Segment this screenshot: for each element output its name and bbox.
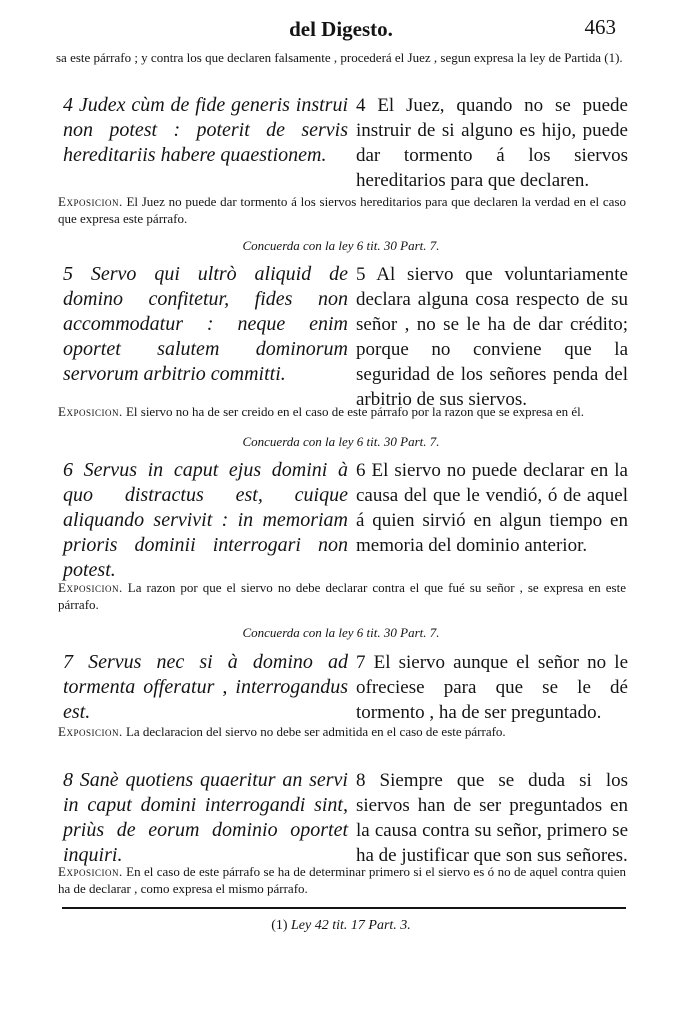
spanish-text-6: 6 El siervo no puede declarar en la causa del que le vendió, ó de aquel á quien sirvió en algun tiempo en memoria del dominio anterior. xyxy=(356,460,628,556)
footnote-text: Ley 42 tit. 17 Part. 3. xyxy=(291,918,411,933)
footnote-marker: (1) xyxy=(271,918,288,933)
exposicion-text: El siervo no ha de ser creido en el caso de este párrafo por la razon que se expresa en él. xyxy=(125,404,584,419)
footnote-rule xyxy=(62,907,626,909)
spanish-text-4: 4 El Juez, quando no se puede instruir de si alguno es hijo, puede dar tormento á los siervos hereditarios para que declaren. xyxy=(356,95,628,191)
exposicion-7 xyxy=(58,723,626,740)
latin-text-5: 5 Servo qui ultrò aliquid de domino confitetur, fides non accommodatur : neque enim oportet salutem dominorum servorum arbitrio committi. xyxy=(63,263,348,385)
exposicion-text: En el caso de este párrafo se ha de determinar primero si el siervo es ó no de aquel contra quien ha de declarar , como expresa el mismo párrafo. xyxy=(58,864,627,896)
exposicion-text: La razon por que el siervo no debe declarar contra el que fué su señor , se expresa en este párrafo. xyxy=(58,580,626,612)
concordance-5: Concuerda con la ley 6 tit. 30 Part. 7. xyxy=(242,434,440,449)
exposicion-5 xyxy=(58,403,626,420)
latin-text-8: 8 Sanè quotiens quaeritur an servi in caput domini interrogandi sint, priùs de eorum dominio oportet inquiri. xyxy=(63,769,348,866)
exposicion-label: Exposicion. xyxy=(58,724,123,739)
exposicion-8 xyxy=(58,863,626,897)
running-header: del Digesto. xyxy=(289,17,393,41)
exposicion-text: El Juez no puede dar tormento á los siervos hereditarios para que declaren la verdad en el caso que expresa este párrafo. xyxy=(58,194,627,226)
spanish-text-8: 8 Siempre que se duda si los siervos han de ser preguntados en la causa contra su señor, primero se ha de justificar que son sus señores. xyxy=(356,770,628,866)
footnote xyxy=(0,918,682,934)
exposicion-label: Exposicion. xyxy=(58,194,123,209)
exposicion-label: Exposicion. xyxy=(58,580,123,595)
exposicion-6 xyxy=(58,579,626,613)
exposicion-text: La declaracion del siervo no debe ser admitida en el caso de este párrafo. xyxy=(125,724,506,739)
spanish-text-5: 5 Al siervo que voluntariamente declara alguna cosa respecto de su señor , no se le ha de dar crédito; porque no conviene que la seguridad de los señores penda del arbitrio de sus siervos. xyxy=(356,264,628,410)
exposicion-4 xyxy=(58,193,626,227)
latin-text-4: 4 Judex cùm de fide generis instrui non potest : poterit de servis hereditariis habere quaestionem. xyxy=(63,94,348,166)
concordance-4: Concuerda con la ley 6 tit. 30 Part. 7. xyxy=(242,238,440,253)
concordance-6: Concuerda con la ley 6 tit. 30 Part. 7. xyxy=(242,625,440,640)
exposicion-label: Exposicion. xyxy=(58,864,123,879)
page-number: 463 xyxy=(584,15,616,39)
spanish-text-7: 7 El siervo aunque el señor no le ofreciese para que se le dé tormento , ha de ser preguntado. xyxy=(356,652,628,723)
exposicion-label: Exposicion. xyxy=(58,404,123,419)
latin-text-6: 6 Servus in caput ejus domini à quo distractus est, cuique aliquando servivit : in memoriam prioris dominii interrogari non potest. xyxy=(63,459,348,581)
continuation-text: sa este párrafo ; y contra los que declaren falsamente , procederá el Juez , segun expresa la ley de Partida (1). xyxy=(56,50,623,65)
latin-text-7: 7 Servus nec si à domino ad tormenta offeratur , interrogandus est. xyxy=(63,651,348,723)
